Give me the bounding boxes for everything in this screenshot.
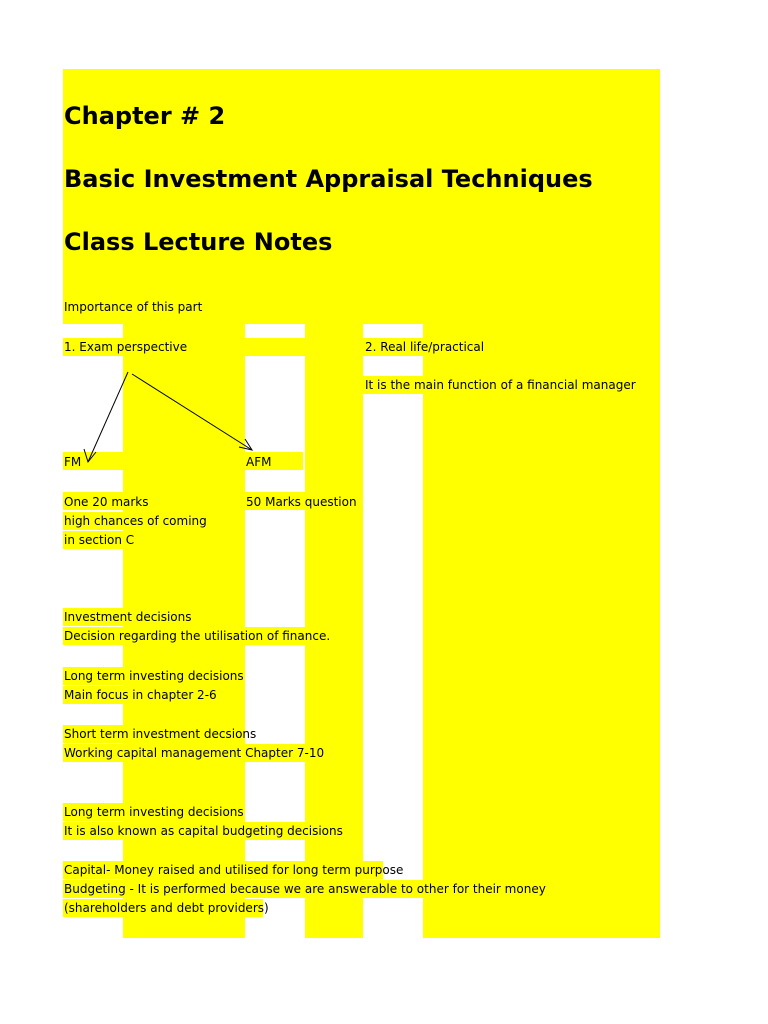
- note-line-6: Working capital management Chapter 7-10: [64, 746, 325, 760]
- note-line-3: Long term investing decisions: [64, 669, 244, 683]
- note-line-10: Budgeting - It is performed because we are answerable to other for their money: [64, 882, 546, 896]
- note-line-11: (shareholders and debt providers): [64, 901, 269, 915]
- page-title: Basic Investment Appraisal Techniques: [64, 165, 593, 193]
- note-line-4: Main focus in chapter 2-6: [64, 688, 217, 702]
- exam-perspective: 1. Exam perspective: [64, 340, 188, 354]
- real-life-note: It is the main function of a financial manager: [365, 378, 636, 392]
- importance-label: Importance of this part: [64, 300, 203, 314]
- fm-line-3: in section C: [64, 533, 135, 547]
- arrow-to-fm: [88, 372, 128, 462]
- afm-line-1: 50 Marks question: [246, 495, 357, 509]
- fm-line-1: One 20 marks: [64, 495, 149, 509]
- note-line-9: Capital- Money raised and utilised for long term purpose: [64, 863, 404, 877]
- chapter-heading: Chapter # 2: [64, 102, 226, 130]
- fm-label: FM: [64, 455, 82, 469]
- note-line-2: Decision regarding the utilisation of finance.: [64, 629, 331, 643]
- arrow-to-afm: [132, 374, 252, 450]
- note-line-1: Investment decisions: [64, 610, 192, 624]
- note-line-7: Long term investing decisions: [64, 805, 244, 819]
- note-line-5: Short term investment decsions: [64, 727, 257, 741]
- fm-line-2: high chances of coming: [64, 514, 207, 528]
- note-line-8: It is also known as capital budgeting decisions: [64, 824, 343, 838]
- page-subtitle: Class Lecture Notes: [64, 228, 333, 256]
- afm-label: AFM: [246, 455, 272, 469]
- real-life-label: 2. Real life/practical: [365, 340, 485, 354]
- arrowhead-fm: [84, 449, 96, 462]
